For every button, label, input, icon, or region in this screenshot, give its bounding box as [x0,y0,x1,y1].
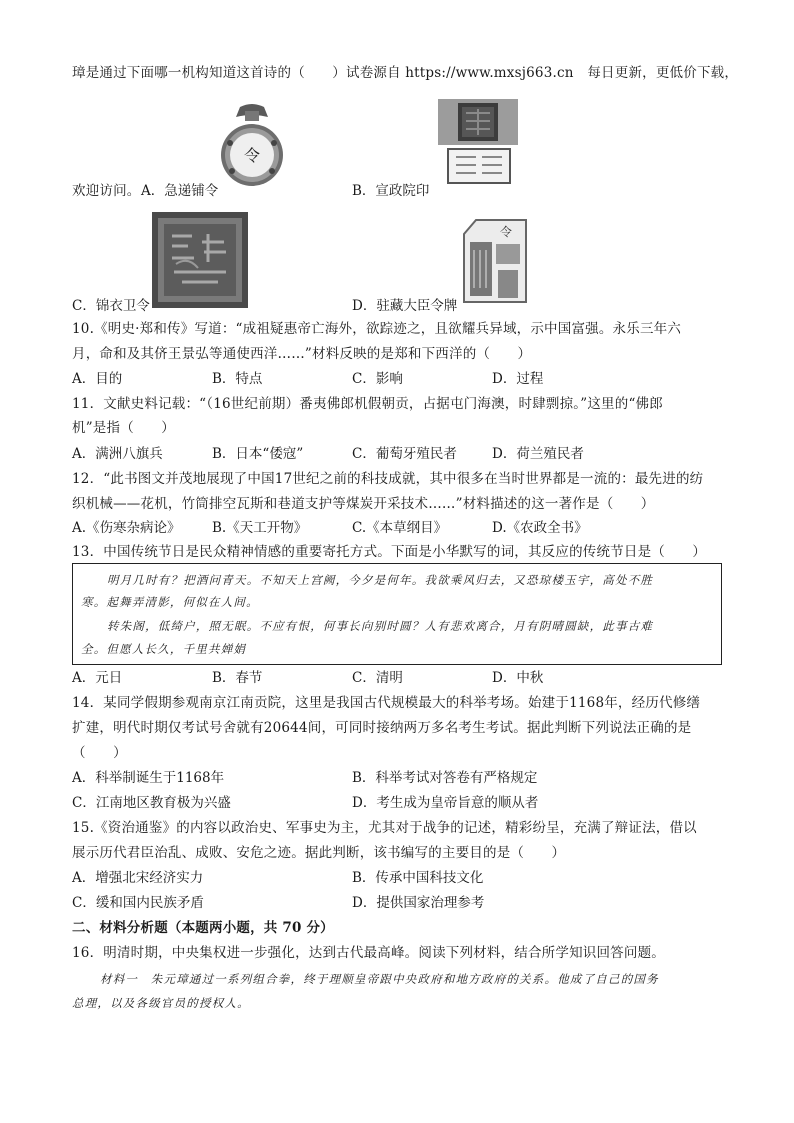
q12-line2: 织机械——花机，竹筒排空瓦斯和巷道支护等煤炭开采技术……”材料描述的这一著作是（ ） [72,496,655,512]
q10-option-b: B．特点 [212,371,263,387]
poem-line-4: 全。但愿人长久，千里共婵娟 [81,642,247,656]
q10-option-c: C．影响 [352,371,403,387]
poem-line-1: 明月几时有？把酒问青天。不知天上宫阙，今夕是何年。我欲乘风归去，又恐琼楼玉宇，高处不胜 [107,573,654,587]
q12-option-b: B.《天工开物》 [212,520,308,536]
q15-option-a: A．增强北宋经济实力 [72,870,204,886]
q10-option-d: D．过程 [492,371,544,387]
q12-option-a: A.《伤寒杂病论》 [72,520,181,536]
q14-line3: （ ） [72,745,127,761]
q13-line1: 13．中国传统节日是民众精神情感的重要寄托方式。下面是小华默写的词，其反应的传统节日是（ ） [72,544,707,560]
q14-line1: 14．某同学假期参观南京江南贡院，这里是我国古代规模最大的科举考场。始建于1168年，经历代修缮 [72,695,701,711]
q10-line1: 10.《明史·郑和传》写道：“成祖疑惠帝亡海外，欲踪迹之，且欲耀兵异域，示中国富强。永乐三年六 [72,321,682,337]
q15-line2: 展示历代君臣治乱、成败、安危之迹。据此判断，该书编写的主要目的是（ ） [72,845,566,861]
token-a-char: 令 [243,146,261,165]
q9-option-c: C．锦衣卫令 [72,298,150,314]
q15-option-d: D．提供国家治理参考 [352,895,485,911]
q9-option-a: A．急递铺令 [141,183,219,199]
material-1-line2: 总理，以及各级官员的授权人。 [72,996,250,1010]
q16-line1: 16．明清时期，中央集权进一步强化，达到古代最高峰。阅读下列材料，结合所学知识回答问题。 [72,945,665,961]
q11-option-c: C．葡萄牙殖民者 [352,446,457,462]
q15-line1: 15.《资治通鉴》的内容以政治史、军事史为主，尤其对于战争的记述，精彩纷呈，充满了辩证法，借以 [72,820,697,836]
q9-option-d: D．驻藏大臣令牌 [352,298,458,314]
poem-line-2: 寒。起舞弄清影，何似在人间。 [81,595,259,609]
q12-line1: 12．“此书图文并茂地展现了中国17世纪之前的科技成就，其中很多在当时世界都是一流的：最先进的纺 [72,471,704,487]
q9-line1: 璋是通过下面哪一机构知道这首诗的（ ）试卷源自 https://www.mxsj663.cn 每日更新，更低价下载， [72,65,739,81]
material-1-line1: 材料一 朱元璋通过一系列组合拳，终于理顺皇帝跟中央政府和地方政府的关系。他成了自己的国务 [100,972,659,986]
q14-option-d: D．考生成为皇帝旨意的顺从者 [352,795,539,811]
q14-line2: 扩建，明代时期仅考试号舍就有20644间，可同时接纳两万多名考生考试。据此判断下列说法正确的是 [72,720,692,736]
q9-line2-prefix: 欢迎访问。 [72,183,141,199]
q15-option-c: C．缓和国内民族矛盾 [72,895,204,911]
q12-option-c: C.《本草纲目》 [352,520,448,536]
q11-line1: 11．文献史料记载：“（16世纪前期）番夷佛郎机假朝贡，占据屯门海澳，时肆剽掠。”这里的“佛郎 [72,396,663,412]
q13-option-a: A．元日 [72,670,123,686]
xuanzheng-seal-image [432,97,524,189]
q10-option-a: A．目的 [72,371,123,387]
urgent-relay-token-image [218,103,286,195]
q13-option-b: B．春节 [212,670,263,686]
poem-box [72,563,722,665]
tibet-minister-plaque-image [456,214,532,306]
q14-option-a: A．科举制诞生于1168年 [72,770,225,786]
q11-option-a: A．满洲八旗兵 [72,446,163,462]
section-2-heading: 二、材料分析题（本题两小题，共 70 分） [72,920,334,936]
q14-option-b: B．科举考试对答卷有严格规定 [352,770,538,786]
token-d-char: 令 [499,225,513,239]
q12-option-d: D.《农政全书》 [492,520,588,536]
q9-option-b: B．宣政院印 [352,183,430,199]
q11-option-b: B．日本“倭寇” [212,446,304,462]
q13-option-d: D．中秋 [492,670,544,686]
embroidered-guard-token-image [152,212,248,308]
q11-line2: 机”是指（ ） [72,420,176,436]
q11-option-d: D．荷兰殖民者 [492,446,584,462]
q13-option-c: C．清明 [352,670,403,686]
q14-option-c: C．江南地区教育极为兴盛 [72,795,231,811]
q10-line2: 月，命和及其侪王景弘等通使西洋……”材料反映的是郑和下西洋的（ ） [72,346,532,362]
poem-line-3: 转朱阁，低绮户，照无眠。不应有恨，何事长向别时圆？人有悲欢离合，月有阴晴圆缺，此事古难 [107,619,654,633]
q15-option-b: B．传承中国科技文化 [352,870,484,886]
